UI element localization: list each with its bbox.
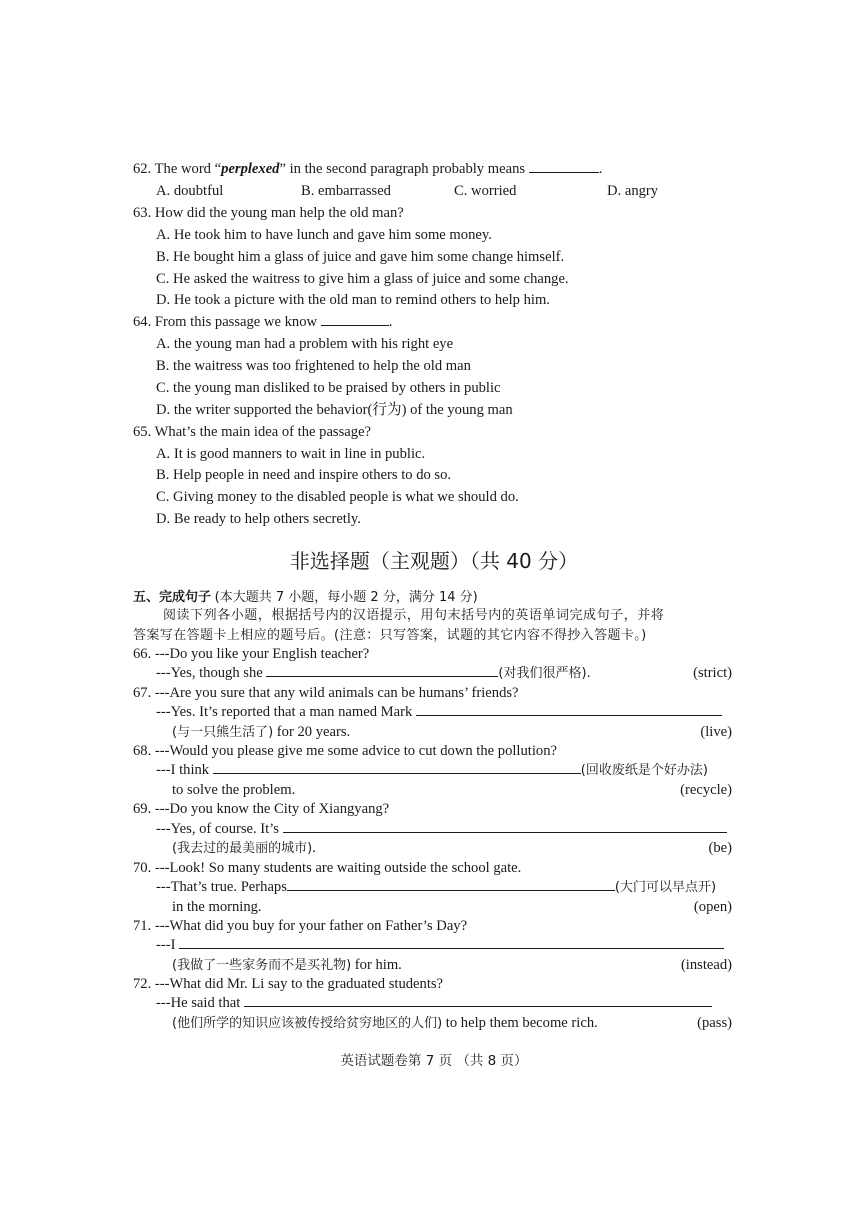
- q67-word-hint: (live): [700, 724, 732, 740]
- q68-word-hint: (recycle): [680, 782, 732, 798]
- question-65: 65. What’s the main idea of the passage?: [133, 424, 372, 440]
- q67-line-2: [156, 701, 722, 723]
- q68-prompt: ---I think: [156, 762, 210, 778]
- q64-text: 64. From this passage we know: [133, 314, 318, 330]
- question-62: [133, 158, 602, 180]
- part5-instruction-1: 阅读下列各小题，根据括号内的汉语提示，用句末括号内的英语单词完成句子，并将: [163, 608, 665, 623]
- q71-prompt: ---I: [156, 937, 176, 953]
- q62-number: 62.: [133, 161, 152, 177]
- q70-line-3: in the morning.: [172, 899, 262, 915]
- q64-blank: [321, 312, 389, 326]
- q62-option-b: B. embarrassed: [301, 183, 391, 199]
- q69-prompt: ---Yes, of course. It’s: [156, 821, 279, 837]
- q63-option-b: B. He bought him a glass of juice and gave him some change himself.: [156, 249, 565, 265]
- q67-blank: [416, 702, 722, 716]
- q70-word-hint: (open): [693, 899, 732, 915]
- q71-line-2: [156, 934, 724, 956]
- q64-option-b: B. the waitress was too frightened to help the old man: [156, 358, 471, 374]
- q66-word-hint: (strict): [693, 665, 732, 681]
- q65-option-b: B. Help people in need and inspire others to do so.: [156, 467, 452, 483]
- q69-tail: .: [312, 840, 316, 856]
- q67-line-1: 67. ---Are you sure that any wild animals can be humans’ friends?: [133, 685, 519, 701]
- q72-blank: [244, 993, 712, 1007]
- q72-tail: to help them become rich.: [442, 1015, 598, 1031]
- q72-word-hint: (pass): [697, 1015, 732, 1031]
- q63-option-c: C. He asked the waitress to give him a glass of juice and some change.: [156, 271, 569, 287]
- q72-line-2: [156, 992, 712, 1014]
- q66-line-1: 66. ---Do you like your English teacher?: [133, 646, 370, 662]
- q63-option-a: A. He took him to have lunch and gave him some money.: [156, 227, 492, 243]
- q67-tail: for 20 years.: [273, 724, 351, 740]
- q70-prompt: ---That’s true. Perhaps: [156, 879, 287, 895]
- q65-option-a: A. It is good manners to wait in line in public.: [156, 446, 426, 462]
- q71-chinese-hint: (我做了一些家务而不是买礼物): [172, 958, 352, 973]
- q71-blank: [179, 935, 724, 949]
- q67-chinese-hint: (与一只熊生活了): [172, 725, 274, 740]
- part5-heading: 五、完成句子: [133, 590, 212, 605]
- q69-line-1: 69. ---Do you know the City of Xiangyang?: [133, 801, 390, 817]
- q68-line-3: to solve the problem.: [172, 782, 296, 798]
- q71-word-hint: (instead): [680, 957, 732, 973]
- q62-option-c: C. worried: [454, 183, 517, 199]
- q72-line-1: 72. ---What did Mr. Li say to the graduated students?: [133, 976, 444, 992]
- section-title: 非选择题（主观题）（共 40 分）: [289, 549, 579, 573]
- q62-end: .: [598, 161, 603, 177]
- q71-line-1: 71. ---What did you buy for your father on Father’s Day?: [133, 918, 468, 934]
- q66-prompt: ---Yes, though she: [156, 665, 263, 681]
- q62-pre: The word “: [154, 161, 222, 177]
- q62-keyword: perplexed: [221, 161, 280, 177]
- q67-prompt: ---Yes. It’s reported that a man named Mark: [156, 704, 413, 720]
- q70-line-1: 70. ---Look! So many students are waiting outside the school gate.: [133, 860, 522, 876]
- q64-option-c: C. the young man disliked to be praised by others in public: [156, 380, 501, 396]
- q65-option-d: D. Be ready to help others secretly.: [156, 511, 361, 527]
- q62-post: ” in the second paragraph probably means: [279, 161, 526, 177]
- q65-option-c: C. Giving money to the disabled people is what we should do.: [156, 489, 519, 505]
- q71-tail: for him.: [351, 957, 402, 973]
- q68-chinese-hint: (回收废纸是个好办法): [580, 763, 708, 778]
- q63-option-d: D. He took a picture with the old man to remind others to help him.: [156, 292, 550, 308]
- q68-blank: [213, 760, 581, 774]
- q68-line-1: 68. ---Would you please give me some advice to cut down the pollution?: [133, 743, 557, 759]
- q62-option-a: A. doubtful: [156, 183, 224, 199]
- q70-blank: [287, 877, 615, 891]
- q64-end: .: [388, 314, 393, 330]
- q64-option-d: D. the writer supported the behavior(行为) of the young man: [156, 402, 513, 418]
- q69-blank: [283, 819, 727, 833]
- q72-prompt: ---He said that: [156, 995, 241, 1011]
- q62-blank: [529, 159, 599, 173]
- q66-chinese-hint: (对我们很严格).: [498, 666, 591, 681]
- question-64: [133, 311, 392, 333]
- question-63: 63. How did the young man help the old man?: [133, 205, 404, 221]
- q69-chinese-hint: (我去过的最美丽的城市): [172, 841, 313, 856]
- part5-instruction-2: 答案写在答题卡上相应的题号后。(注意：只写答案，试题的其它内容不得抄入答题卡。): [133, 628, 647, 643]
- q66-blank: [266, 663, 498, 677]
- q72-chinese-hint: (他们所学的知识应该被传授给贫穷地区的人们): [172, 1016, 443, 1031]
- q64-option-a: A. the young man had a problem with his right eye: [156, 336, 454, 352]
- q72-line-3: [172, 1012, 598, 1035]
- part5-note: (本大题共 7 小题，每小题 2 分，满分 14 分): [214, 590, 478, 605]
- q69-word-hint: (be): [708, 840, 732, 856]
- q62-option-d: D. angry: [607, 183, 659, 199]
- q70-chinese-hint: (大门可以早点开): [614, 880, 717, 895]
- page-footer: 英语试题卷第 7 页 （共 8 页）: [340, 1053, 528, 1069]
